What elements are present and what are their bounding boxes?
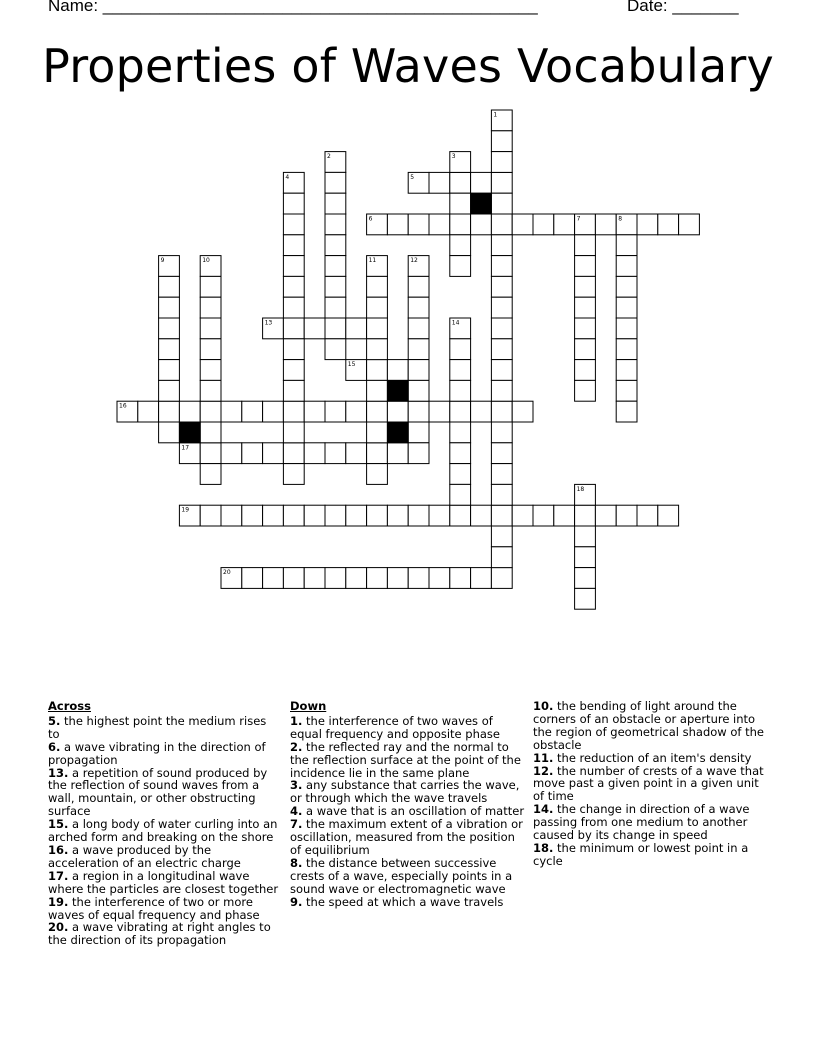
grid-cell[interactable] [346, 568, 367, 589]
grid-cell[interactable] [429, 214, 450, 235]
down-heading: Down [290, 699, 327, 713]
grid-cell[interactable] [616, 380, 637, 401]
grid-cell[interactable] [283, 214, 304, 235]
grid-cell[interactable] [242, 505, 263, 526]
clue-text: the number of crests of a wave that move past a given point in a given unit of time [533, 763, 764, 804]
grid-cell[interactable] [491, 484, 512, 505]
clue-text: any substance that carries the wave, or through which the wave travels [290, 778, 520, 806]
grid-cell[interactable] [471, 172, 492, 193]
grid-cell[interactable] [387, 568, 408, 589]
clue-number-label: 2. [290, 739, 303, 754]
grid-cell[interactable] [200, 276, 221, 297]
grid-cell[interactable] [471, 401, 492, 422]
grid-cell[interactable] [512, 401, 533, 422]
grid-cell[interactable] [179, 401, 200, 422]
grid-cell[interactable] [429, 568, 450, 589]
grid-cell[interactable] [367, 360, 388, 381]
down-clues [290, 700, 526, 909]
clue-item [290, 715, 526, 741]
grid-cell[interactable] [387, 401, 408, 422]
grid-cell[interactable] [491, 547, 512, 568]
grid-cell[interactable] [283, 568, 304, 589]
clue-number-label: 13. [48, 765, 69, 780]
grid-cell[interactable] [367, 443, 388, 464]
grid-cell[interactable] [491, 380, 512, 401]
grid-cell[interactable] [387, 505, 408, 526]
clue-text: the change in direction of a wave passing from one medium to another caused by its change in speed [533, 802, 750, 843]
grid-cell[interactable] [450, 360, 471, 381]
grid-cell[interactable] [367, 505, 388, 526]
grid-cell[interactable] [512, 505, 533, 526]
clue-item [48, 870, 280, 896]
grid-cell[interactable] [325, 505, 346, 526]
clue-number-label: 11. [533, 750, 554, 765]
across-heading: Across [48, 699, 91, 713]
clue-number: 15 [347, 361, 356, 369]
grid-cell[interactable] [616, 339, 637, 360]
grid-cell[interactable] [325, 339, 346, 360]
grid-cell[interactable] [616, 297, 637, 318]
clue-text: a repetition of sound produced by the reflection of sound waves from a wall, mountain, or other obstructing surface [48, 765, 268, 819]
grid-cell[interactable] [200, 505, 221, 526]
grid-cell[interactable] [325, 235, 346, 256]
clue-number: 3 [451, 153, 456, 161]
clue-number-label: 19. [48, 894, 69, 909]
clue-item [290, 818, 526, 857]
grid-cell[interactable] [367, 380, 388, 401]
black-cell [179, 422, 200, 443]
grid-cell[interactable] [263, 568, 284, 589]
clue-number-label: 1. [290, 713, 303, 728]
grid-cell[interactable] [450, 256, 471, 277]
grid-cell[interactable] [533, 505, 554, 526]
clue-text: the minimum or lowest point in a cycle [533, 840, 749, 868]
grid-cell[interactable] [242, 401, 263, 422]
grid-cell[interactable] [491, 443, 512, 464]
grid-cell[interactable] [200, 297, 221, 318]
clue-number: 8 [618, 215, 623, 223]
clue-number: 17 [181, 444, 190, 452]
grid-cell[interactable] [283, 339, 304, 360]
clue-number: 5 [410, 173, 415, 181]
grid-cell[interactable] [346, 318, 367, 339]
grid-cell[interactable] [491, 318, 512, 339]
grid-cell[interactable] [595, 214, 616, 235]
grid-cell[interactable] [450, 505, 471, 526]
clue-number-label: 5. [48, 713, 61, 728]
grid-cell[interactable] [616, 505, 637, 526]
clue-number-label: 17. [48, 868, 69, 883]
grid-cell[interactable] [450, 235, 471, 256]
grid-cell[interactable] [367, 401, 388, 422]
grid-cell[interactable] [575, 256, 596, 277]
clue-item [533, 842, 765, 868]
grid-cell[interactable] [595, 505, 616, 526]
grid-cell[interactable] [200, 380, 221, 401]
grid-cell[interactable] [429, 172, 450, 193]
clue-text: the speed at which a wave travels [302, 894, 504, 909]
clue-number-label: 6. [48, 739, 61, 754]
clue-number-label: 12. [533, 763, 554, 778]
clue-number: 7 [576, 215, 581, 223]
clue-text: a wave that is an oscillation of matter [302, 804, 525, 819]
grid-cell[interactable] [283, 297, 304, 318]
grid-cell[interactable] [575, 588, 596, 609]
grid-cell[interactable] [575, 339, 596, 360]
clue-item [48, 767, 280, 819]
grid-cell[interactable] [429, 505, 450, 526]
grid-cell[interactable] [491, 464, 512, 485]
grid-cell[interactable] [450, 443, 471, 464]
grid-cell[interactable] [200, 401, 221, 422]
grid-cell[interactable] [242, 568, 263, 589]
grid-cell[interactable] [491, 131, 512, 152]
grid-cell[interactable] [346, 401, 367, 422]
grid-cell[interactable] [325, 568, 346, 589]
grid-cell[interactable] [325, 172, 346, 193]
grid-cell[interactable] [491, 422, 512, 443]
grid-cell[interactable] [367, 464, 388, 485]
clue-number: 13 [264, 319, 273, 327]
grid-cell[interactable] [450, 484, 471, 505]
grid-cell[interactable] [575, 526, 596, 547]
clue-text: the maximum extent of a vibration or oscillation, measured from the position of equilibrium [290, 817, 523, 857]
clue-number: 20 [223, 569, 231, 577]
grid-cell[interactable] [283, 401, 304, 422]
grid-cell[interactable] [616, 276, 637, 297]
grid-cell[interactable] [304, 318, 325, 339]
grid-cell[interactable] [200, 464, 221, 485]
clue-text: the highest point the medium rises to [48, 713, 267, 741]
grid-cell[interactable] [491, 297, 512, 318]
grid-cell[interactable] [200, 360, 221, 381]
grid-cell[interactable] [283, 318, 304, 339]
grid-cell[interactable] [283, 380, 304, 401]
clue-item [533, 803, 765, 842]
clue-number: 2 [327, 153, 331, 161]
grid-cell[interactable] [159, 297, 180, 318]
grid-cell[interactable] [325, 297, 346, 318]
grid-cell[interactable] [575, 380, 596, 401]
grid-cell[interactable] [367, 568, 388, 589]
grid-cell[interactable] [263, 443, 284, 464]
grid-cell[interactable] [387, 443, 408, 464]
grid-cell[interactable] [159, 422, 180, 443]
grid-cell[interactable] [575, 276, 596, 297]
grid-cell[interactable] [408, 318, 429, 339]
grid-cell[interactable] [283, 276, 304, 297]
grid-cell[interactable] [637, 214, 658, 235]
grid-cell[interactable] [575, 547, 596, 568]
clue-item [48, 818, 280, 844]
clue-item [290, 741, 526, 780]
clue-number-label: 20. [48, 920, 69, 935]
grid-cell[interactable] [263, 401, 284, 422]
grid-cell[interactable] [325, 401, 346, 422]
grid-cell[interactable] [221, 505, 242, 526]
across-clues [48, 700, 280, 947]
clue-number: 19 [181, 506, 190, 514]
grid-cell[interactable] [491, 235, 512, 256]
grid-cell[interactable] [450, 193, 471, 214]
grid-cell[interactable] [283, 422, 304, 443]
grid-cell[interactable] [408, 214, 429, 235]
clue-item [48, 844, 280, 870]
grid-cell[interactable] [575, 360, 596, 381]
grid-cell[interactable] [325, 256, 346, 277]
clue-text: the reflected ray and the normal to the reflection surface at the point of the incidence lie in the same plane [290, 739, 521, 780]
grid-cell[interactable] [304, 443, 325, 464]
grid-cell[interactable] [575, 235, 596, 256]
grid-cell[interactable] [367, 339, 388, 360]
grid-cell[interactable] [491, 505, 512, 526]
grid-cell[interactable] [283, 505, 304, 526]
grid-cell[interactable] [159, 318, 180, 339]
clue-item [48, 715, 280, 741]
grid-cell[interactable] [283, 235, 304, 256]
grid-cell[interactable] [491, 172, 512, 193]
clue-text: the bending of light around the corners of an obstacle or aperture into the region of geometrical shadow of the obstacle [533, 699, 764, 752]
grid-cell[interactable] [637, 505, 658, 526]
clue-number: 6 [368, 215, 373, 223]
clue-text: a wave produced by the acceleration of an electric charge [48, 842, 241, 870]
grid-cell[interactable] [471, 568, 492, 589]
clue-number-label: 4. [290, 804, 303, 819]
down-clues-continued [533, 700, 765, 868]
grid-cell[interactable] [616, 235, 637, 256]
black-cell [387, 380, 408, 401]
clue-number: 14 [451, 319, 460, 327]
grid-cell[interactable] [283, 464, 304, 485]
grid-cell[interactable] [533, 214, 554, 235]
clue-text: the interference of two waves of equal frequency and opposite phase [290, 713, 500, 741]
clue-number: 12 [410, 257, 418, 265]
grid-cell[interactable] [283, 256, 304, 277]
grid-cell[interactable] [408, 568, 429, 589]
clue-text: a wave vibrating at right angles to the direction of its propagation [48, 920, 271, 948]
grid-cell[interactable] [159, 339, 180, 360]
date-field[interactable]: Date: _______ [627, 0, 739, 15]
grid-cell[interactable] [159, 276, 180, 297]
grid-cell[interactable] [471, 505, 492, 526]
clue-number-label: 9. [290, 894, 303, 909]
grid-cell[interactable] [200, 339, 221, 360]
black-cell [471, 193, 492, 214]
clue-item [290, 857, 526, 896]
grid-cell[interactable] [491, 360, 512, 381]
clue-text: the interference of two or more waves of equal frequency and phase [48, 894, 260, 922]
grid-cell[interactable] [346, 443, 367, 464]
grid-cell[interactable] [408, 505, 429, 526]
name-field[interactable]: Name: ______________________________________________ [48, 0, 538, 15]
clue-number-label: 7. [290, 817, 303, 832]
grid-cell[interactable] [387, 214, 408, 235]
grid-cell[interactable] [408, 360, 429, 381]
grid-cell[interactable] [450, 214, 471, 235]
grid-cell[interactable] [325, 443, 346, 464]
grid-cell[interactable] [283, 443, 304, 464]
grid-cell[interactable] [200, 422, 221, 443]
grid-cell[interactable] [200, 318, 221, 339]
grid-cell[interactable] [159, 380, 180, 401]
grid-cell[interactable] [200, 443, 221, 464]
grid-cell[interactable] [325, 318, 346, 339]
grid-cell[interactable] [491, 568, 512, 589]
grid-cell[interactable] [616, 318, 637, 339]
clue-number: 18 [576, 485, 585, 493]
grid-cell[interactable] [679, 214, 700, 235]
grid-cell[interactable] [471, 214, 492, 235]
grid-cell[interactable] [575, 568, 596, 589]
grid-cell[interactable] [408, 443, 429, 464]
grid-cell[interactable] [575, 297, 596, 318]
grid-cell[interactable] [450, 380, 471, 401]
grid-cell[interactable] [450, 422, 471, 443]
grid-cell[interactable] [263, 505, 284, 526]
clue-item [48, 741, 280, 767]
grid-cell[interactable] [616, 401, 637, 422]
grid-cell[interactable] [304, 568, 325, 589]
grid-cell[interactable] [450, 172, 471, 193]
clue-number-label: 8. [290, 855, 303, 870]
grid-cell[interactable] [616, 360, 637, 381]
clue-number-label: 18. [533, 840, 554, 855]
grid-cell[interactable] [325, 276, 346, 297]
clue-number: 9 [160, 257, 165, 265]
clue-number-label: 15. [48, 817, 69, 832]
grid-cell[interactable] [450, 401, 471, 422]
grid-cell[interactable] [367, 276, 388, 297]
clue-text: a long body of water curling into an arched form and breaking on the shore [48, 817, 278, 845]
grid-cell[interactable] [554, 505, 575, 526]
grid-cell[interactable] [491, 276, 512, 297]
grid-cell[interactable] [159, 360, 180, 381]
grid-cell[interactable] [408, 401, 429, 422]
grid-cell[interactable] [221, 401, 242, 422]
clue-item [533, 765, 765, 804]
grid-cell[interactable] [367, 318, 388, 339]
clue-number-label: 16. [48, 842, 69, 857]
black-cell [387, 422, 408, 443]
grid-cell[interactable] [408, 339, 429, 360]
grid-cell[interactable] [491, 214, 512, 235]
clue-number: 1 [493, 111, 498, 119]
clue-number: 11 [368, 257, 377, 265]
grid-cell[interactable] [450, 568, 471, 589]
grid-cell[interactable] [304, 505, 325, 526]
grid-cell[interactable] [408, 422, 429, 443]
clue-item [48, 921, 280, 947]
grid-cell[interactable] [491, 401, 512, 422]
grid-cell[interactable] [408, 276, 429, 297]
grid-cell[interactable] [429, 401, 450, 422]
grid-cell[interactable] [304, 401, 325, 422]
page-title: Properties of Waves Vocabulary [42, 39, 774, 93]
grid-cell[interactable] [242, 443, 263, 464]
grid-cell[interactable] [450, 339, 471, 360]
grid-cell[interactable] [554, 214, 575, 235]
clue-item [290, 896, 526, 909]
clue-number: 10 [202, 257, 210, 265]
grid-cell[interactable] [491, 152, 512, 173]
grid-cell[interactable] [491, 193, 512, 214]
clue-text: the reduction of an item's density [553, 750, 752, 765]
grid-cell[interactable] [408, 297, 429, 318]
grid-cell[interactable] [658, 214, 679, 235]
grid-cell[interactable] [367, 297, 388, 318]
clue-number-label: 3. [290, 778, 303, 793]
grid-cell[interactable] [575, 318, 596, 339]
clue-item [533, 700, 765, 752]
clue-item [290, 779, 526, 805]
grid-cell[interactable] [512, 214, 533, 235]
clue-text: the distance between successive crests of a wave, especially points in a sound wave or electromagnetic wave [290, 855, 513, 896]
grid-cell[interactable] [221, 443, 242, 464]
clue-number-label: 10. [533, 699, 554, 713]
grid-cell[interactable] [450, 464, 471, 485]
grid-cell[interactable] [367, 422, 388, 443]
clue-number: 16 [119, 402, 127, 410]
grid-cell[interactable] [283, 360, 304, 381]
grid-cell[interactable] [387, 360, 408, 381]
clue-item [48, 896, 280, 922]
clue-number: 4 [285, 173, 290, 181]
grid-cell[interactable] [491, 256, 512, 277]
clue-number-label: 14. [533, 802, 554, 817]
grid-cell[interactable] [408, 380, 429, 401]
grid-cell[interactable] [325, 214, 346, 235]
grid-cell[interactable] [325, 193, 346, 214]
clue-text: a wave vibrating in the direction of propagation [48, 739, 266, 767]
grid-cell[interactable] [658, 505, 679, 526]
grid-cell[interactable] [138, 401, 159, 422]
grid-cell[interactable] [159, 401, 180, 422]
grid-cell[interactable] [575, 505, 596, 526]
grid-cell[interactable] [283, 193, 304, 214]
grid-cell[interactable] [346, 505, 367, 526]
grid-cell[interactable] [616, 256, 637, 277]
grid-cell[interactable] [491, 339, 512, 360]
grid-cell[interactable] [491, 526, 512, 547]
clue-text: a region in a longitudinal wave where the particles are closest together [48, 868, 279, 896]
